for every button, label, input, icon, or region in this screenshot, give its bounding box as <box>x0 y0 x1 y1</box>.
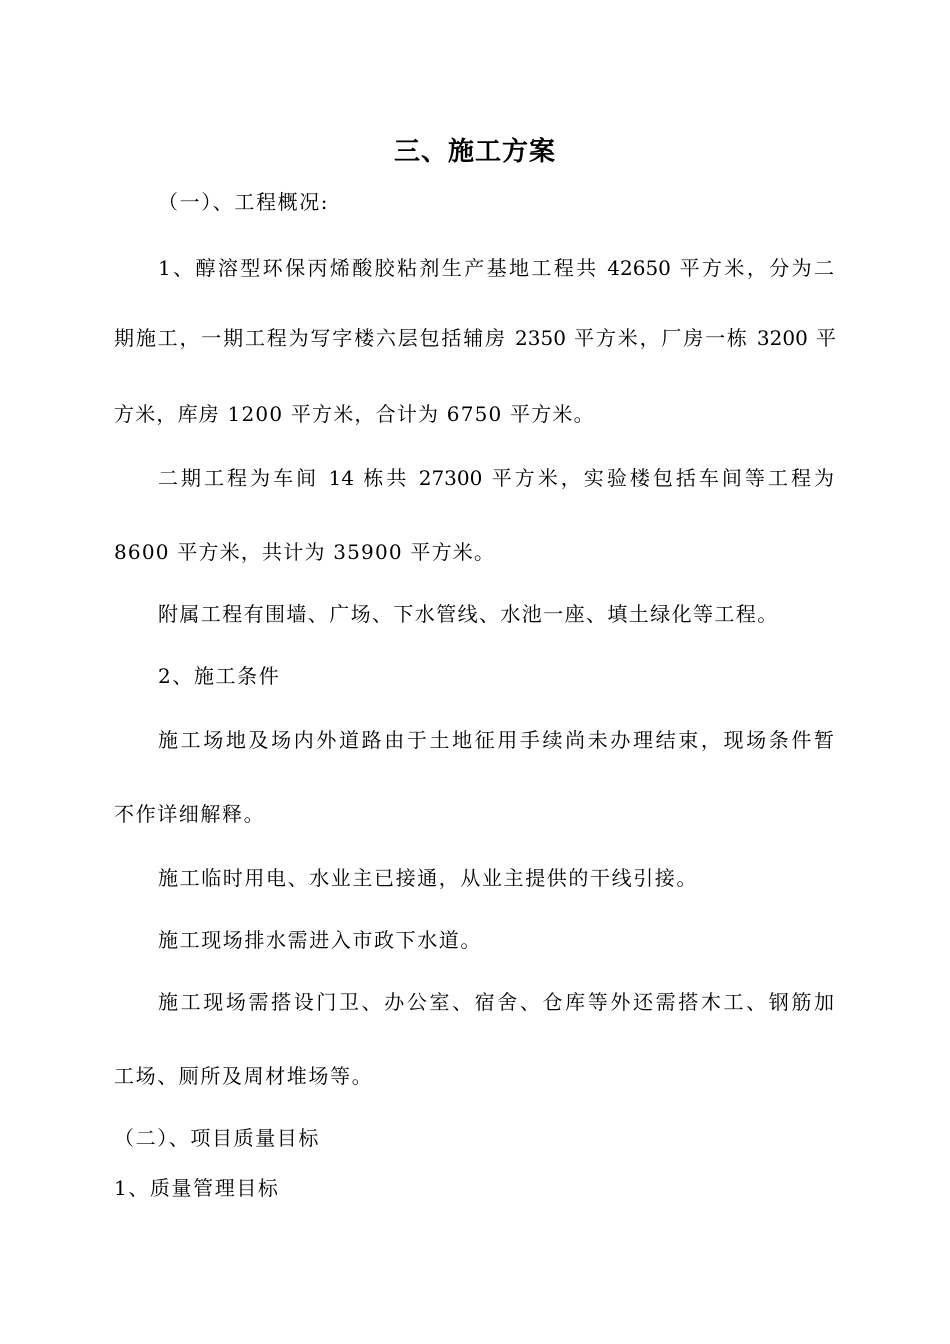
paragraph-line: 施工场地及场内外道路由于土地征用手续尚未办理结束，现场条件暂 <box>158 728 834 752</box>
page-title: 三、施工方案 <box>393 137 556 167</box>
paragraph-line: 施工现场需搭设门卫、办公室、宿舍、仓库等外还需搭木工、钢筋加 <box>158 990 834 1014</box>
section-heading-overview: （一）、工程概况: <box>158 190 330 214</box>
paragraph-line: 8600 平方米，共计为 35900 平方米。 <box>114 540 496 564</box>
paragraph-line: 期施工，一期工程为写字楼六层包括辅房 2350 平方米，厂房一栋 3200 平 <box>114 326 836 350</box>
section-heading-quality-goals: （二）、项目质量目标 <box>114 1126 320 1150</box>
paragraph-line: 方米，库房 1200 平方米，合计为 6750 平方米。 <box>114 402 595 426</box>
paragraph-line: 施工临时用电、水业主已接通，从业主提供的干线引接。 <box>158 866 698 890</box>
paragraph-line: 1、醇溶型环保丙烯酸胶粘剂生产基地工程共 42650 平方米，分为二 <box>158 256 834 280</box>
paragraph-line: 二期工程为车间 14 栋共 27300 平方米，实验楼包括车间等工程为 <box>158 466 834 490</box>
paragraph-line: 工场、厕所及周材堆场等。 <box>114 1064 374 1088</box>
subheading-construction-conditions: 2、施工条件 <box>158 664 281 688</box>
paragraph-line: 不作详细解释。 <box>114 802 266 826</box>
paragraph-line: 附属工程有围墙、广场、下水管线、水池一座、填土绿化等工程。 <box>158 602 779 626</box>
subheading-quality-management: 1、质量管理目标 <box>114 1176 280 1200</box>
paragraph-line: 施工现场排水需进入市政下水道。 <box>158 928 482 952</box>
